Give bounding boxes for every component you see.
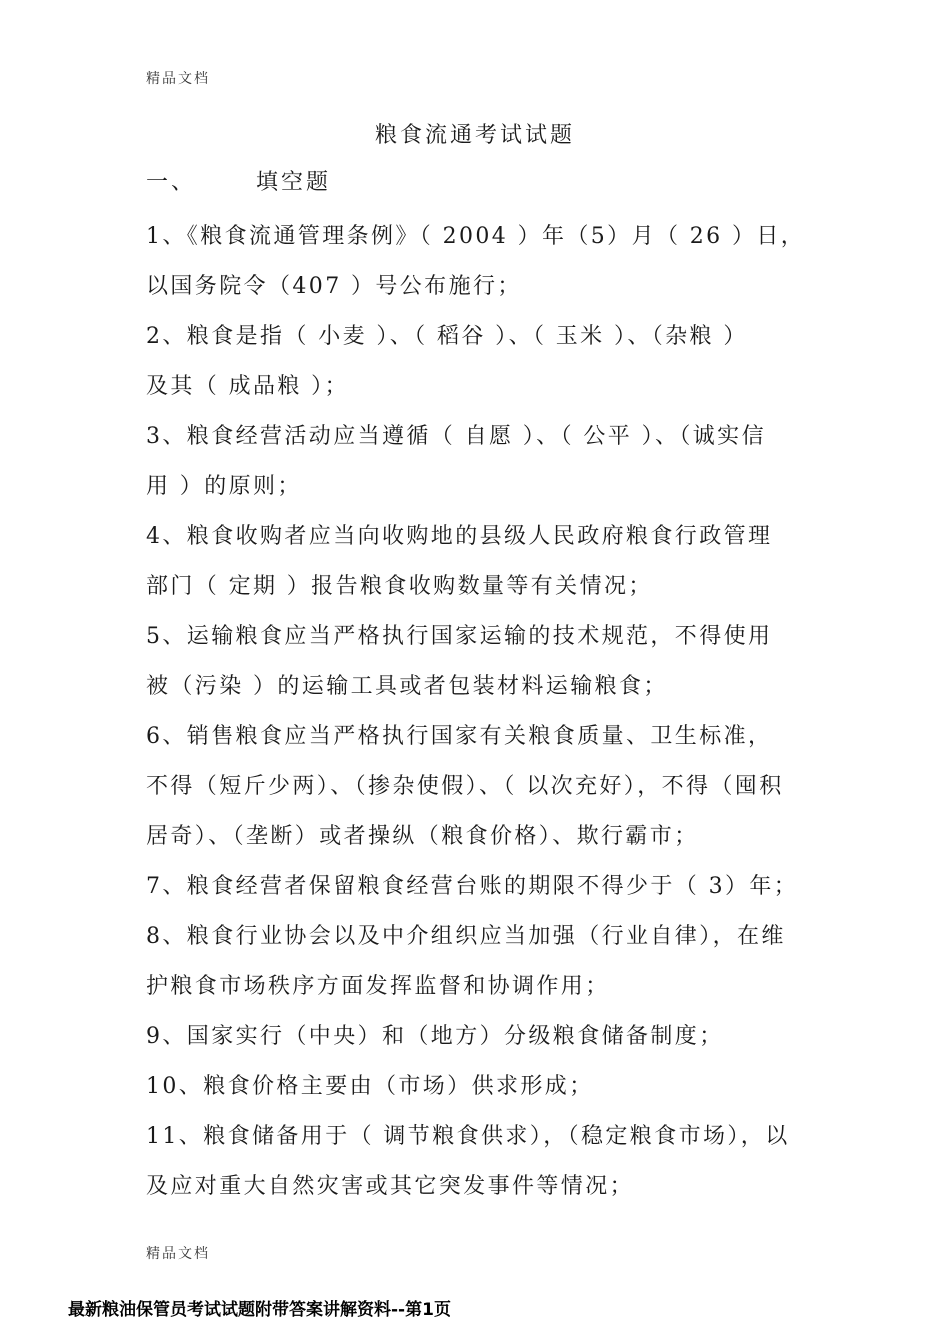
text-line: 5、运输粮食应当严格执行国家运输的技术规范，不得使用 [146,624,773,649]
text-line: 11、粮食储备用于（ 调节粮食供求），（稳定粮食市场），以 [146,1124,790,1149]
page-footer: 精品文档 [146,1246,210,1262]
text-line: 10、粮食价格主要由（市场）供求形成； [146,1074,594,1099]
text-line: 被（污染 ）的运输工具或者包装材料运输粮食； [146,674,668,699]
text-line: 及其（ 成品粮 ）； [146,374,349,399]
text-line: 6、销售粮食应当严格执行国家有关粮食质量、卫生标准， [146,724,773,749]
text-line: 4、粮食收购者应当向收购地的县级人民政府粮食行政管理 [146,524,773,549]
text-line: 以国务院令（407 ）号公布施行； [146,274,522,299]
text-line: 2、粮食是指（ 小麦 ）、（ 稻谷 ）、（ 玉米 ）、（杂粮 ） [146,324,748,349]
section-label: 填空题 [256,170,332,195]
text-line: 7、粮食经营者保留粮食经营台账的期限不得少于（ 3）年； [146,874,799,899]
text-line: 8、粮食行业协会以及中介组织应当加强（行业自律），在维 [146,924,786,949]
text-line: 及应对重大自然灾害或其它突发事件等情况； [146,1174,635,1199]
text-line: 部门（ 定期 ）报告粮食收购数量等有关情况； [146,574,653,599]
page-header: 精品文档 [146,71,210,87]
text-line: 3、粮食经营活动应当遵循（ 自愿 ）、（ 公平 ）、（诚实信 [146,424,766,449]
section-number: 一、 [146,170,197,195]
text-line: 护粮食市场秩序方面发挥监督和协调作用； [146,974,610,999]
section-heading [146,165,331,196]
text-line: 用 ）的原则； [146,474,302,499]
text-line: 居奇）、（垄断）或者操纵（粮食价格）、欺行霸市； [146,824,699,849]
text-line: 9、国家实行（中央）和（地方）分级粮食储备制度； [146,1024,724,1049]
text-line: 1、《粮食流通管理条例》（ 2004 ）年（5）月（ 26 ）日， [146,224,806,249]
bottom-caption: 最新粮油保管员考试试题附带答案讲解资料--第1页 [68,1300,451,1320]
document-title: 粮食流通考试试题 [374,123,575,148]
question-list [146,212,806,1212]
text-line: 不得（短斤少两）、（掺杂使假）、（ 以次充好），不得（囤积 [146,774,784,799]
